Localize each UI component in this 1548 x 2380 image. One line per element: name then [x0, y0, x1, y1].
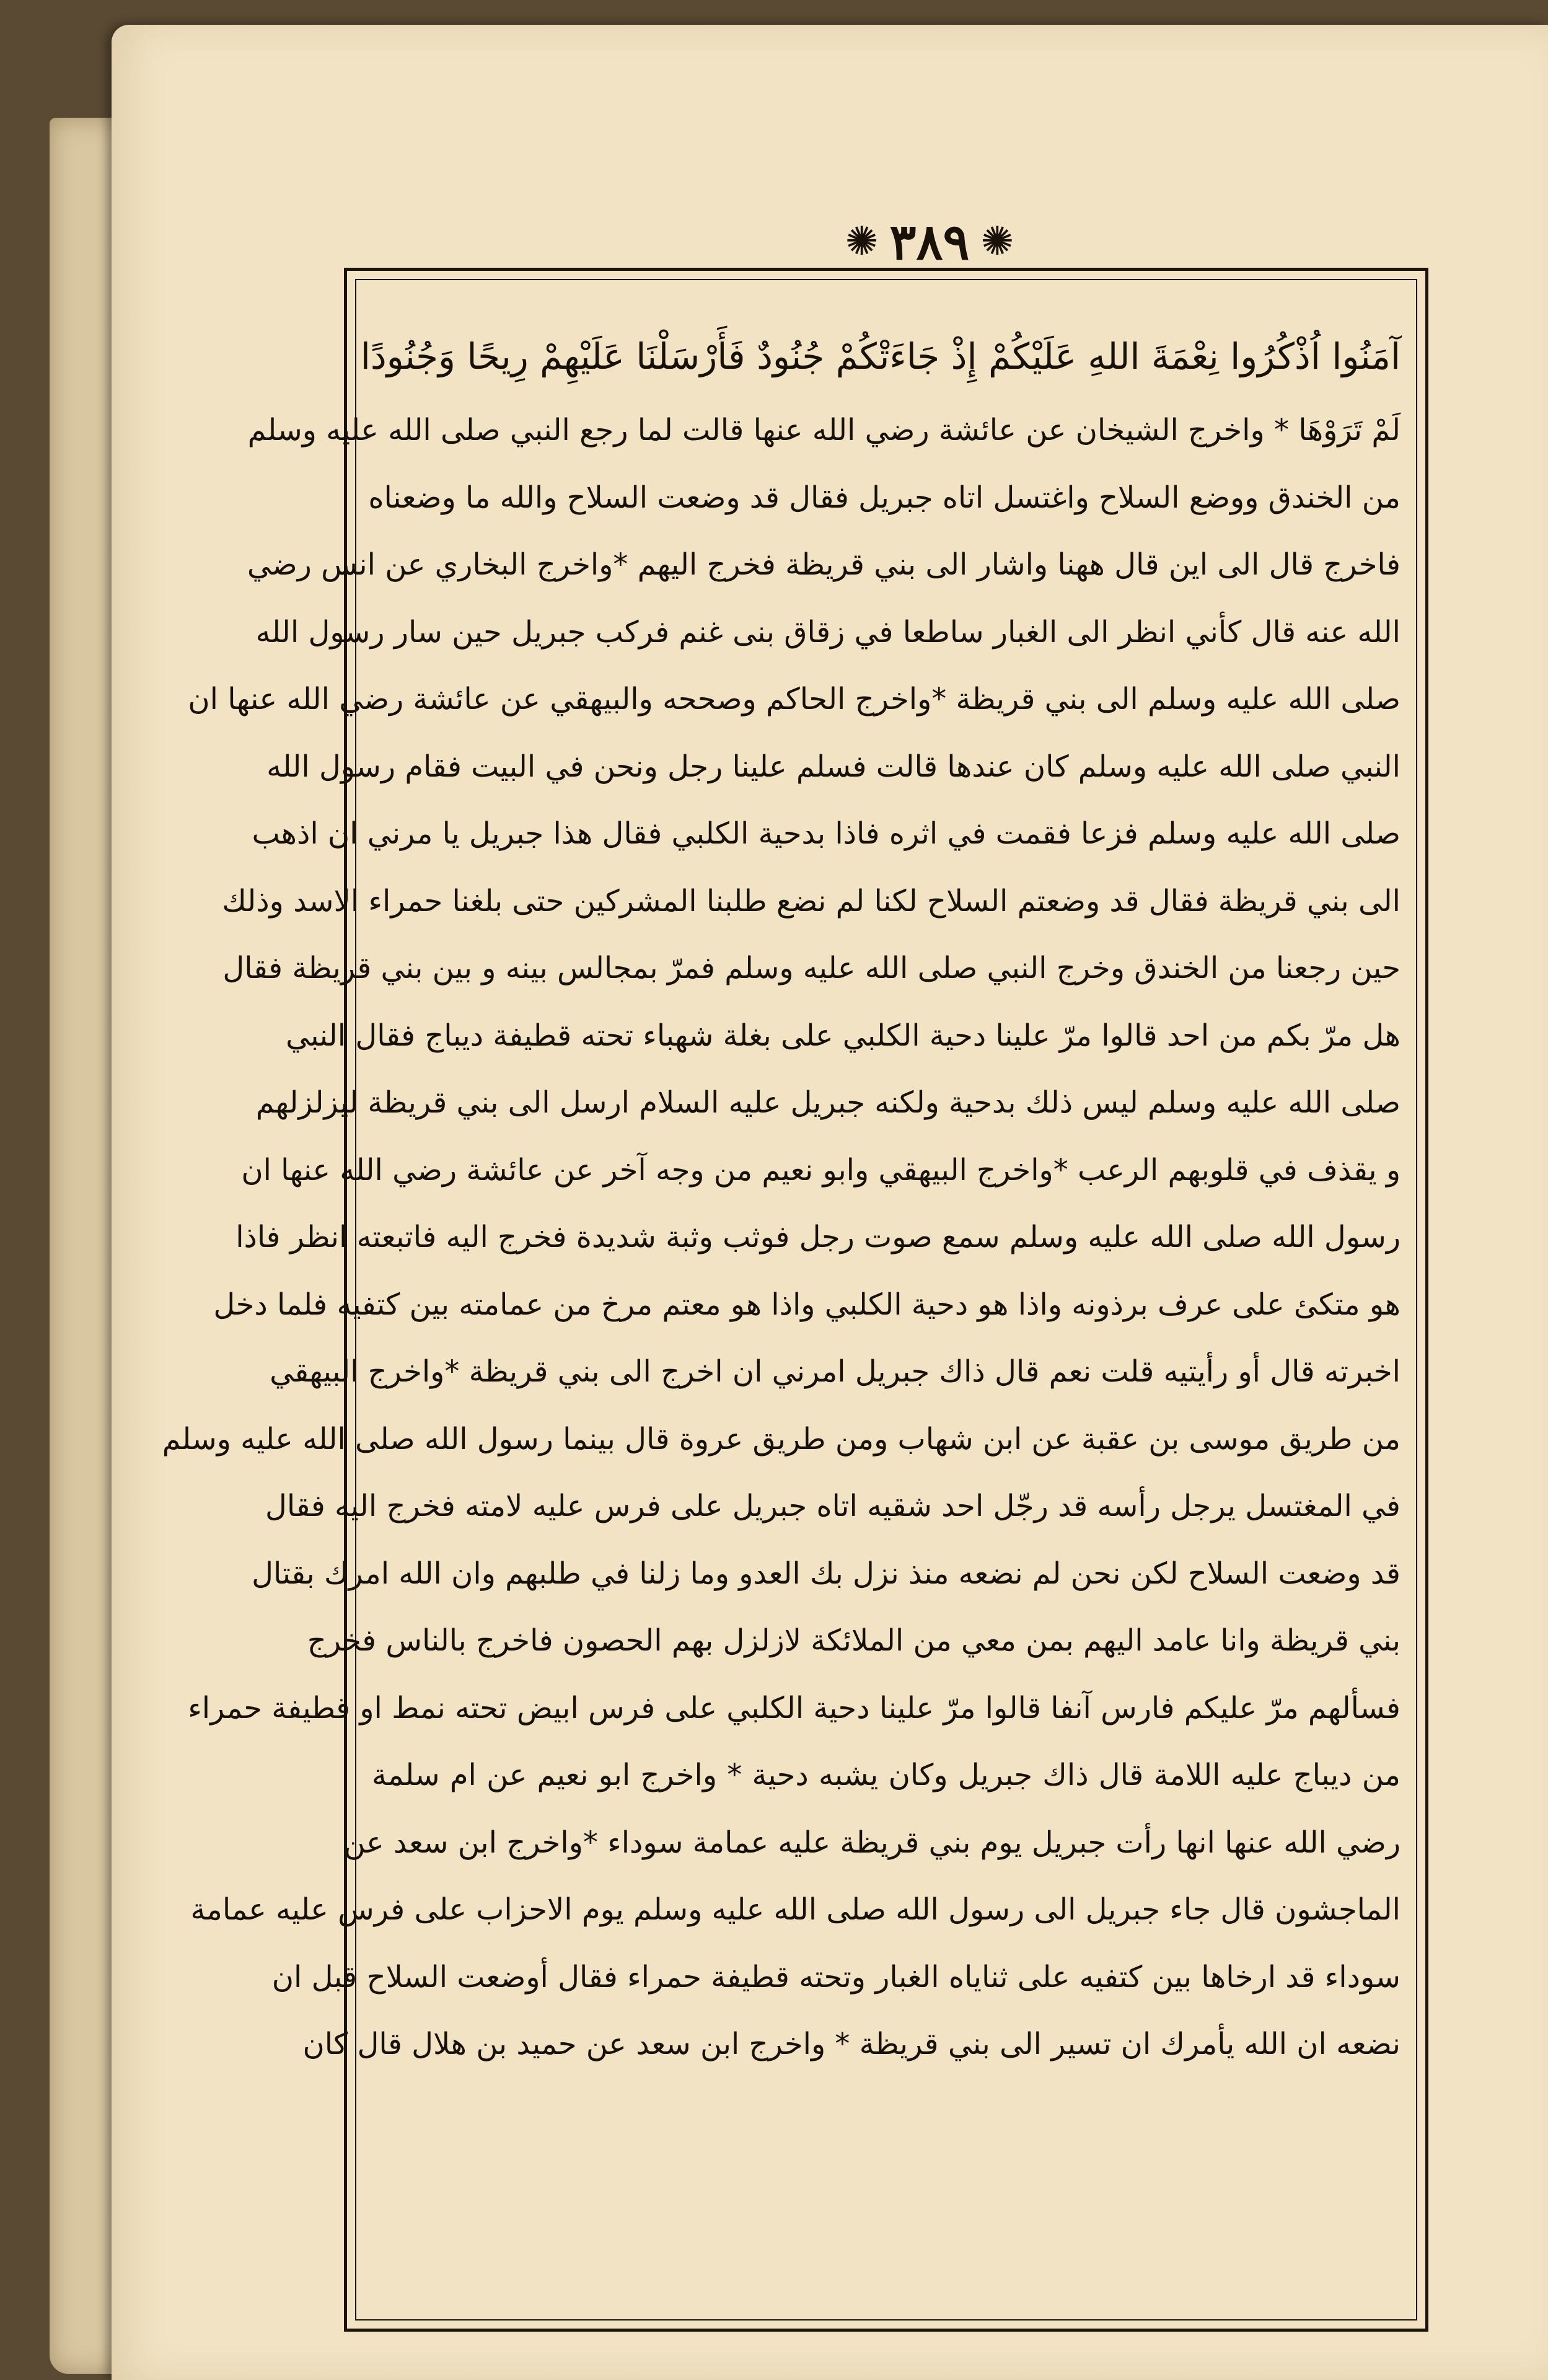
text-line: من ديباج عليه اللامة قال ذاك جبريل وكان يشبه دحية * واخرج ابو نعيم عن ام سلمة — [372, 1758, 1401, 1792]
text-line: لَمْ تَرَوْهَا * واخرج الشيخان عن عائشة رضي الله عنها قالت لما رجع النبي صلى الله عليه وسلم — [247, 413, 1401, 447]
ornament-left-icon: ✺ — [845, 219, 879, 265]
text-line: رضي الله عنها انها رأت جبريل يوم بني قريظة عليه عمامة سوداء *واخرج ابن سعد عن — [343, 1825, 1401, 1860]
body-text — [162, 316, 1401, 2312]
text-line: نضعه ان الله يأمرك ان تسير الى بني قريظة * واخرج ابن سعد عن حميد بن هلال قال كان — [302, 2027, 1401, 2061]
text-line: و يقذف في قلوبهم الرعب *واخرج البيهقي وابو نعيم من وجه آخر عن عائشة رضي الله عنها ان — [241, 1152, 1401, 1188]
text-line: حين رجعنا من الخندق وخرج النبي صلى الله عليه وسلم فمرّ بمجالس بينه و بين بني قريظة فقال — [222, 951, 1401, 985]
text-line: اخبرته قال أو رأيتيه قلت نعم قال ذاك جبريل امرني ان اخرج الى بني قريظة *واخرج البيهقي — [270, 1354, 1401, 1389]
text-line: الى بني قريظة فقال قد وضعتم السلاح لكنا لم نضع طلبنا المشركين حتى بلغنا حمراء الاسد وذلك — [222, 883, 1401, 919]
text-line: في المغتسل يرجل رأسه قد رجّل احد شقيه اتاه جبريل على فرس عليه لامته فخرج اليه فقال — [265, 1489, 1401, 1523]
text-line: رسول الله صلى الله عليه وسلم سمع صوت رجل فوثب وثبة شديدة فخرج اليه فاتبعته انظر فاذا — [235, 1220, 1401, 1254]
text-line: صلى الله عليه وسلم الى بني قريظة *واخرج الحاكم وصححه والبيهقي عن عائشة رضي الله عنها ان — [188, 682, 1401, 716]
text-line: الماجشون قال جاء جبريل الى رسول الله صلى الله عليه وسلم يوم الاحزاب على فرس عليه عمامة — [190, 1892, 1401, 1927]
text-line: فسألهم مرّ عليكم فارس آنفا قالوا مرّ علينا دحية الكلبي على فرس ابيض تحته نمط او قطيفة حمراء — [188, 1690, 1401, 1726]
text-line-quran-verse: آمَنُوا اُذْكُرُوا نِعْمَةَ اللهِ عَلَيْكُمْ إِذْ جَاءَتْكُمْ جُنُودٌ فَأَرْسَلْنَا عَلَيْهِمْ رِيحًا وَجُنُودًا — [360, 335, 1401, 377]
text-line: النبي صلى الله عليه وسلم كان عندها قالت فسلم علينا رجل ونحن في البيت فقام رسول الله — [266, 749, 1401, 784]
text-line: بني قريظة وانا عامد اليهم بمن معي من الملائكة لازلزل بهم الحصون فاخرج بالناس فخرج — [307, 1623, 1401, 1658]
text-line: فاخرج قال الى اين قال ههنا واشار الى بني قريظة فخرج اليهم *واخرج البخاري عن انس رضي — [247, 547, 1401, 582]
page-number: ٣٨٩ — [889, 213, 970, 271]
text-line: الله عنه قال كأني انظر الى الغبار ساطعا في زقاق بنى غنم فركب جبريل حين سار رسول الله — [255, 614, 1401, 650]
text-line: من الخندق ووضع السلاح واغتسل اتاه جبريل فقال قد وضعت السلاح والله ما وضعناه — [368, 480, 1401, 515]
text-line: صلى الله عليه وسلم فزعا فقمت في اثره فاذا بدحية الكلبي فقال هذا جبريل يا مرني ان اذهب — [252, 816, 1401, 851]
text-line: صلى الله عليه وسلم ليس ذلك بدحية ولكنه جبريل عليه السلام ارسل الى بني قريظة ليزلزلهم — [255, 1085, 1401, 1120]
text-line: من طريق موسى بن عقبة عن ابن شهاب ومن طريق عروة قال بينما رسول الله صلى الله عليه وسلم — [162, 1421, 1401, 1457]
text-line: هل مرّ بكم من احد قالوا مرّ علينا دحية الكلبي على بغلة شهباء تحته قطيفة ديباج فقال النبي — [286, 1018, 1401, 1053]
ornament-right-icon: ✺ — [980, 219, 1014, 265]
text-line: قد وضعت السلاح لكن نحن لم نضعه منذ نزل بك العدو وما زلنا في طلبهم وان الله امرك بقتال — [252, 1556, 1401, 1591]
text-line: هو متكئ على عرف برذونه واذا هو دحية الكلبي واذا هو معتم مرخ من عمامته بين كتفيه فلما دخل — [213, 1287, 1401, 1322]
text-line: سوداء قد ارخاها بين كتفيه على ثناياه الغبار وتحته قطيفة حمراء فقال أوضعت السلاح قبل ان — [271, 1959, 1401, 1994]
